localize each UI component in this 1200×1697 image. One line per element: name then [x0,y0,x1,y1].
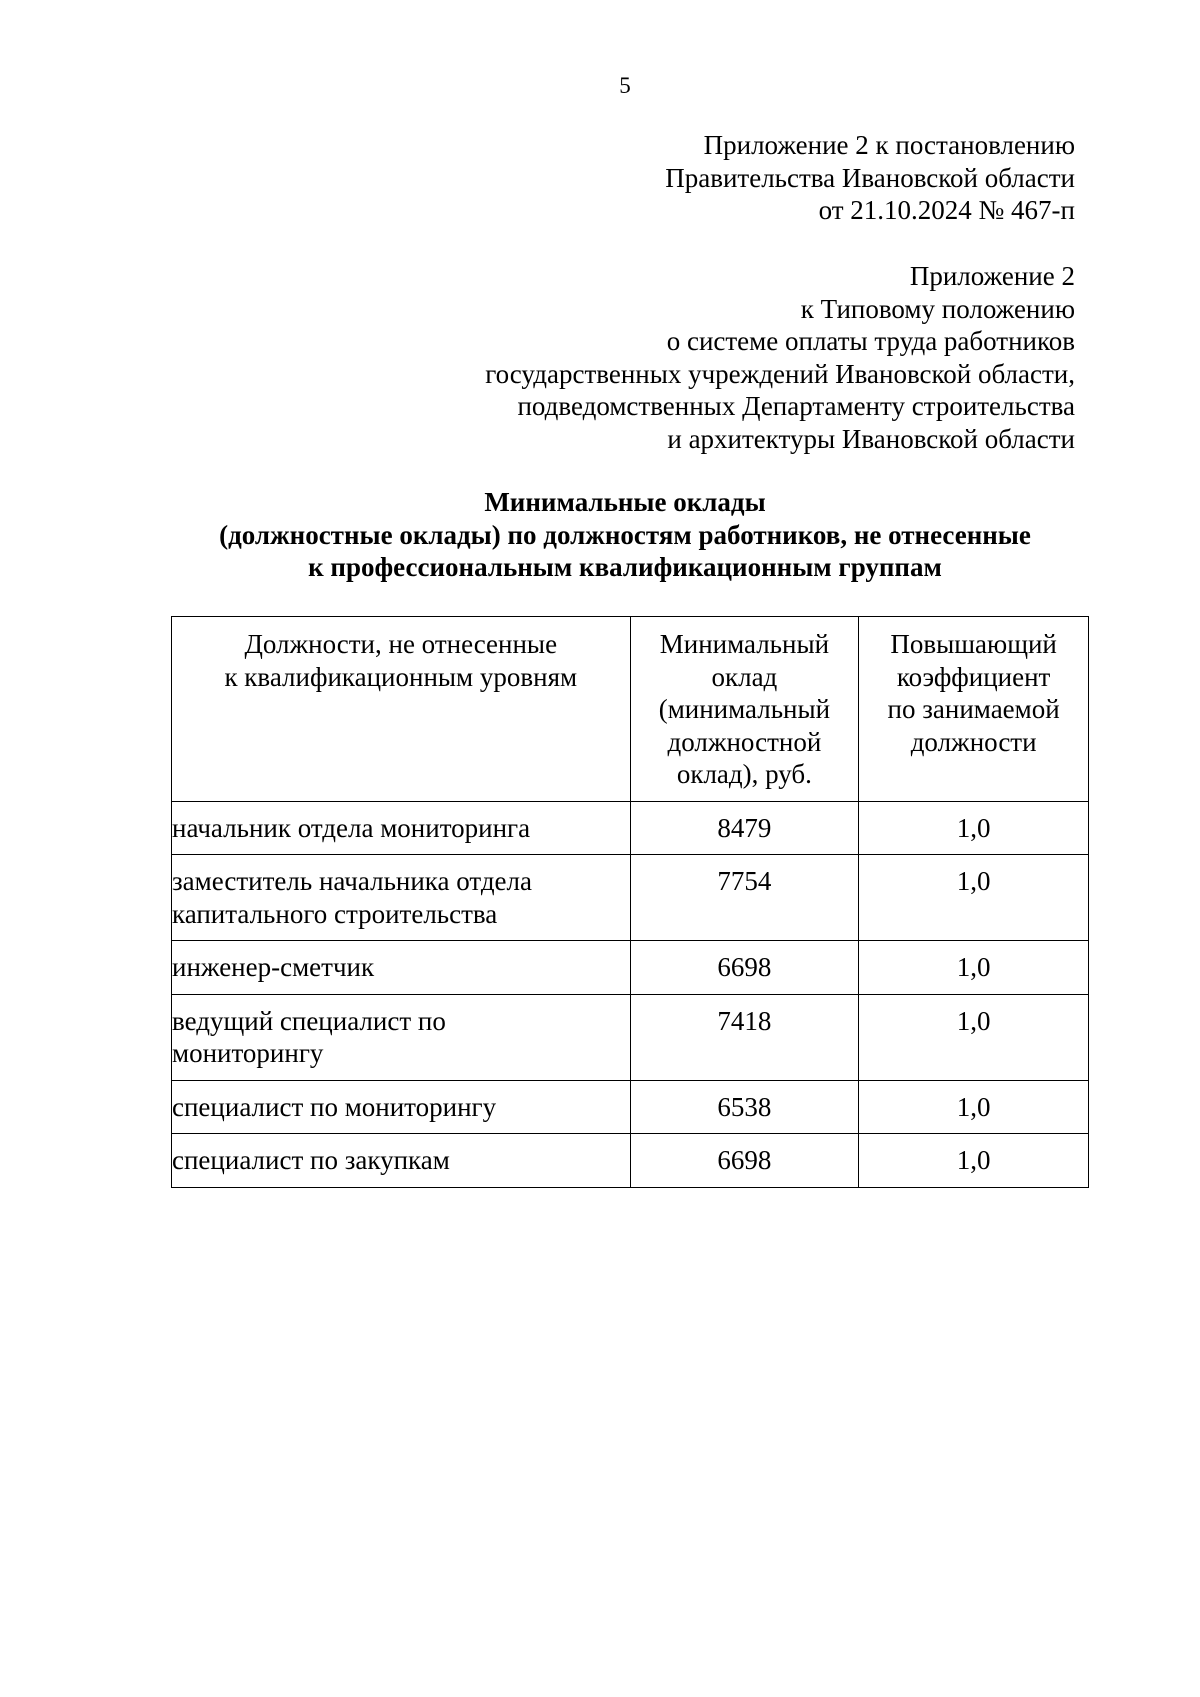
cell-salary: 8479 [630,801,859,855]
cell-coefficient: 1,0 [859,1080,1089,1134]
header-text: Минимальный [659,629,830,659]
table-row [172,1080,1089,1134]
header-text: Повышающий [890,629,1057,659]
header-text: (минимальный [658,694,831,724]
cell-coefficient: 1,0 [859,994,1089,1080]
table-row [172,855,1089,941]
cell-salary: 7754 [630,855,859,941]
cell-position [172,1080,631,1134]
header-coefficient [859,617,1089,802]
page-number: 5 [619,73,631,98]
position-text: мониторингу [172,1038,324,1068]
title-line: Минимальные оклады [484,487,766,517]
position-text: специалист по мониторингу [172,1091,497,1122]
cell-position [172,1134,631,1188]
cell-coefficient: 1,0 [859,801,1089,855]
title-line: (должностные оклады) по должностям работников, не отнесенные [219,519,1031,550]
salary-table [171,616,1089,1188]
appendix-sub-line: к Типовому положению [800,293,1075,324]
position-text: заместитель начальника отдела [172,866,532,896]
header-position [172,617,631,802]
cell-position [172,941,631,995]
cell-salary: 6538 [630,1080,859,1134]
table-header-row [172,617,1089,802]
table-row [172,994,1089,1080]
table-row [172,1134,1089,1188]
header-text: оклад [711,661,778,692]
cell-position [172,855,631,941]
appendix-header [665,129,1075,227]
position-text: инженер-сметчик [172,952,375,982]
position-text: начальник отдела мониторинга [172,812,531,843]
appendix-header-line: Правительства Ивановской области [665,162,1075,193]
appendix-subheader [485,260,1075,455]
position-text: специалист по закупкам [172,1145,450,1175]
header-text: оклад), руб. [676,759,812,789]
cell-coefficient: 1,0 [859,941,1089,995]
cell-salary: 7418 [630,994,859,1080]
appendix-sub-line: государственных учреждений Ивановской области, [485,358,1075,389]
cell-position [172,994,631,1080]
document-title [0,486,1200,584]
appendix-header-line: от 21.10.2024 № 467-п [818,195,1075,225]
header-text: должностной [667,726,822,757]
appendix-sub-line: Приложение 2 [909,261,1075,291]
table-row [172,941,1089,995]
header-text: к квалификационным уровням [224,661,578,692]
title-line: к профессиональным квалификационным группам [308,552,942,582]
header-text: коэффициент [896,661,1051,692]
table-row [172,801,1089,855]
appendix-header-line: Приложение 2 к постановлению [703,130,1075,160]
appendix-sub-line: о системе оплаты труда работников [666,326,1075,356]
cell-coefficient: 1,0 [859,855,1089,941]
cell-coefficient: 1,0 [859,1134,1089,1188]
appendix-sub-line: подведомственных Департаменту строительства [517,391,1075,421]
header-salary [630,617,859,802]
appendix-sub-line: и архитектуры Ивановской области [667,423,1075,454]
header-text: по занимаемой [887,694,1060,724]
position-text: ведущий специалист по [172,1005,446,1036]
cell-salary: 6698 [630,941,859,995]
header-text: Должности, не отнесенные [244,629,558,659]
cell-position [172,801,631,855]
position-text: капитального строительства [172,898,498,929]
header-text: должности [910,726,1037,757]
cell-salary: 6698 [630,1134,859,1188]
